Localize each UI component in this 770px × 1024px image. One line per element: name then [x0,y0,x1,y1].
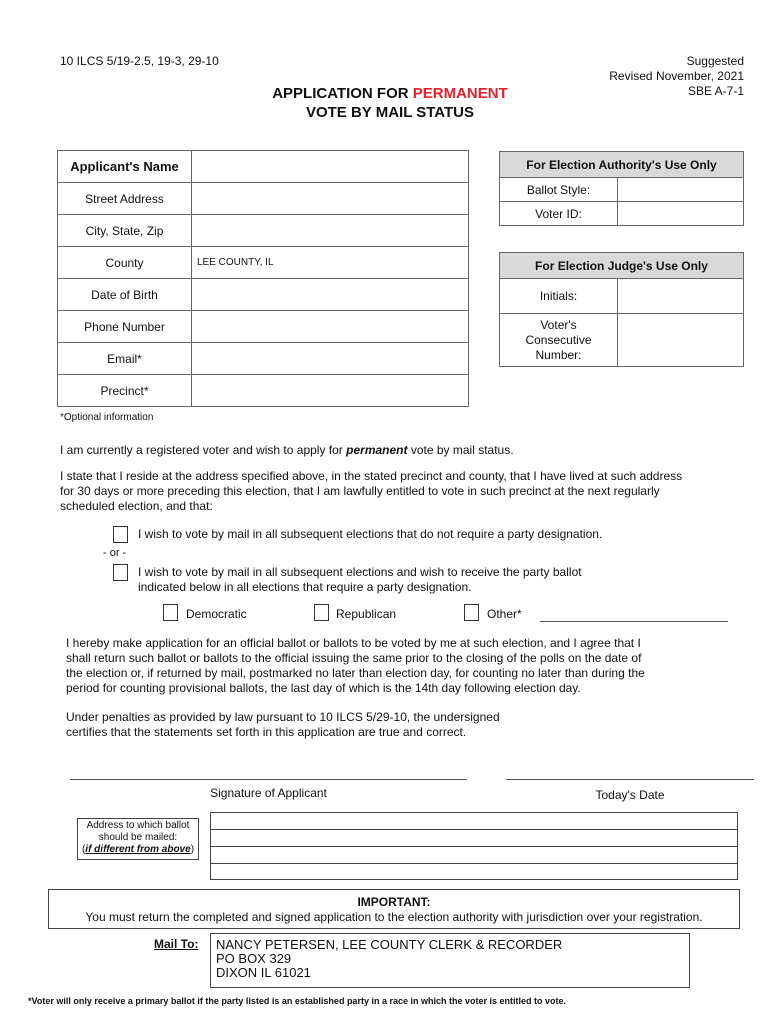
authority-box [499,151,744,226]
option1-checkbox[interactable] [113,526,128,543]
republican-checkbox[interactable] [314,604,329,621]
hereby-line1: I hereby make application for an official ballot or ballots to be voted by me at such election, and I agree that I [66,636,641,650]
row-dob [58,279,469,311]
or-separator: - or - [103,547,127,559]
date-line[interactable] [506,779,754,780]
democratic-label: Democratic [186,607,247,621]
application-statement [66,636,726,696]
form-number: SBE A-7-1 [687,84,744,98]
row-phone [58,311,469,343]
email-label: Email* [58,343,192,375]
alt-address-label [77,818,199,860]
mail-to-line1: NANCY PETERSEN, LEE COUNTY CLERK & RECORDER [216,937,563,952]
penalty-statement [66,710,726,740]
initials-field[interactable] [618,279,744,314]
email-field[interactable] [192,343,469,375]
alt-address-line3 [78,844,198,856]
city-label: City, State, Zip [58,215,192,247]
precinct-field[interactable] [192,375,469,407]
row-city [58,215,469,247]
judge-box [499,252,744,367]
title-highlight: PERMANENT [412,85,508,102]
consecutive-field[interactable] [618,314,744,367]
other-party-line[interactable] [540,621,728,622]
row-email [58,343,469,375]
penalty-line2: certifies that the statements set forth in this application are true and correct. [66,725,467,739]
title-part1: APPLICATION FOR [272,85,409,102]
date-label: Today's Date [595,788,665,802]
phone-field[interactable] [192,311,469,343]
intro-post: vote by mail status. [407,443,514,457]
alt-address-fields [210,812,738,880]
important-box [48,889,740,929]
alt-address-row[interactable] [210,829,738,846]
paren-close: ) [190,844,195,855]
title-line2: VOTE BY MAIL STATUS [305,104,475,121]
city-field[interactable] [192,215,469,247]
consecutive-line2: Consecutive [525,332,592,347]
signature-line[interactable] [70,779,467,780]
ballot-style-label: Ballot Style: [500,178,618,202]
mail-to-line3: DIXON IL 61021 [216,965,311,980]
optional-note: *Optional information [60,412,154,423]
intro-emphasis: permanent [346,443,408,457]
alt-address-emphasis: if different from above [85,844,191,855]
important-title: IMPORTANT: [357,895,431,909]
voter-id-label: Voter ID: [500,202,618,226]
mail-to-line2: PO BOX 329 [216,951,292,966]
dob-field[interactable] [192,279,469,311]
revised-date: Revised November, 2021 [609,69,744,83]
penalty-line1: Under penalties as provided by law pursuant to 10 ILCS 5/29-10, the undersigned [66,710,500,724]
residency-statement [60,469,720,514]
residency-line1: I state that I reside at the address specified above, in the stated precinct and county, that I have lived at such address [60,469,683,483]
hereby-line2: shall return such ballot or ballots to the official issuing the same prior to the closing of the polls on the date of [66,651,642,665]
page-title [190,84,590,122]
option2-line1: I wish to vote by mail in all subsequent elections and wish to receive the party ballot [138,565,582,579]
alt-address-row[interactable] [210,846,738,863]
alt-address-line1: Address to which ballot [86,820,190,831]
county-field[interactable]: LEE COUNTY, IL [192,247,469,279]
precinct-label: Precinct* [58,375,192,407]
alt-address-line2: should be mailed: [98,832,178,843]
row-county [58,247,469,279]
row-street [58,183,469,215]
intro-statement [60,443,720,458]
other-label: Other* [487,607,522,621]
paren-open: ( [81,844,86,855]
name-label: Applicant's Name [58,151,192,183]
hereby-line3: the election or, if returned by mail, postmarked no later than election day, for counting no later than during the [66,666,645,680]
intro-pre: I am currently a registered voter and wish to apply for [60,443,347,457]
dob-label: Date of Birth [58,279,192,311]
applicant-table [57,150,469,407]
option2-checkbox[interactable] [113,564,128,581]
alt-address-row[interactable] [210,863,738,880]
county-label: County [58,247,192,279]
important-text: You must return the completed and signed application to the election authority with jurisdiction over your registration. [85,910,703,924]
signature-label: Signature of Applicant [210,786,327,800]
street-label: Street Address [58,183,192,215]
option2-line2: indicated below in all elections that require a party designation. [138,580,472,594]
residency-line3: scheduled election, and that: [60,499,213,513]
phone-label: Phone Number [58,311,192,343]
authority-header: For Election Authority's Use Only [500,152,744,178]
footnote: *Voter will only receive a primary ballot if the party listed is an established party in a race in which the voter is entitled to vote. [28,996,566,1006]
option1-label: I wish to vote by mail in all subsequent elections that do not require a party designation. [138,527,603,541]
consecutive-label [500,314,618,367]
initials-label: Initials: [500,279,618,314]
row-precinct [58,375,469,407]
option2-label [138,565,582,595]
hereby-line4: period for counting provisional ballots, the last day of which is the 14th day following election day. [66,681,581,695]
name-field[interactable] [192,151,469,183]
ballot-style-field[interactable] [618,178,744,202]
republican-label: Republican [336,607,397,621]
statute-reference: 10 ILCS 5/19-2.5, 19-3, 29-10 [60,54,219,68]
suggested-label: Suggested [686,54,744,68]
other-checkbox[interactable] [464,604,479,621]
mail-to-label: Mail To: [154,937,199,951]
voter-id-field[interactable] [618,202,744,226]
row-name [58,151,469,183]
democratic-checkbox[interactable] [163,604,178,621]
consecutive-line3: Number: [535,347,582,362]
consecutive-line1: Voter's [540,317,577,332]
mail-to-address [210,933,690,988]
residency-line2: for 30 days or more preceding this election, that I am lawfully entitled to vote in such precinct at the next regularly [60,484,660,498]
alt-address-row[interactable] [210,812,738,829]
judge-header: For Election Judge's Use Only [500,253,744,279]
street-field[interactable] [192,183,469,215]
